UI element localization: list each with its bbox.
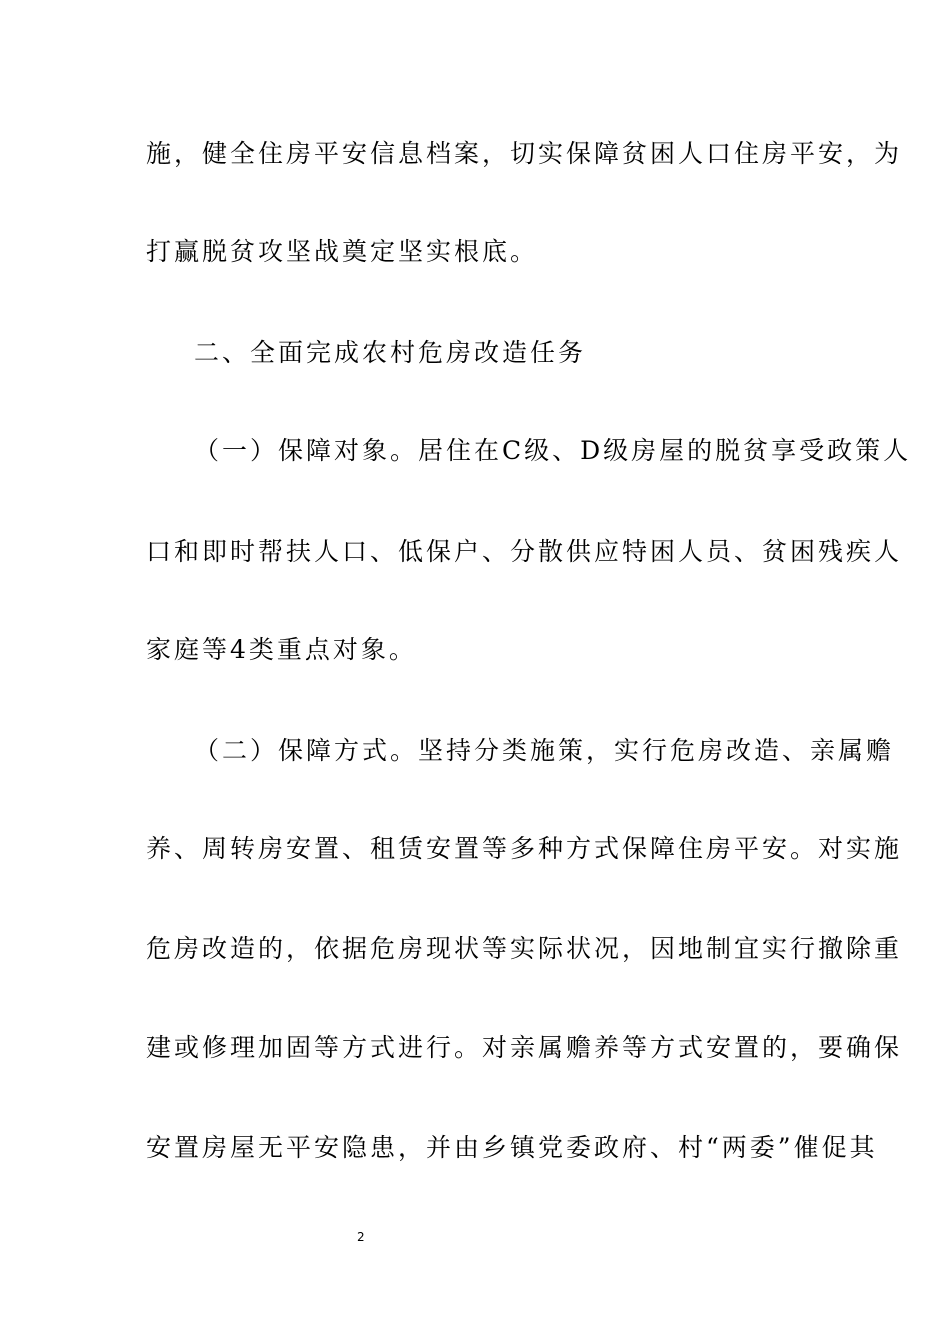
section-heading: 二、全面完成农村危房改造任务 [194,338,587,367]
page-number: 2 [357,1230,365,1244]
text-line-5: 口和即时帮扶人口、低保户、分散供应特困人员、贫困残疾人 [146,537,903,566]
text-line-4: （一）保障对象。居住在C级、D级房屋的脱贫享受政策人 [194,436,912,465]
text-line-9: 危房改造的，依据危房现状等实际状况，因地制宜实行撤除重 [146,934,903,963]
text-line-6: 家庭等4类重点对象。 [146,635,417,664]
text-line-2: 打赢脱贫攻坚战奠定坚实根底。 [146,237,539,266]
text-line-8: 养、周转房安置、租赁安置等多种方式保障住房平安。对实施 [146,834,903,863]
text-line-11: 安置房屋无平安隐患，并由乡镇党委政府、村“两委”催促其 [146,1133,878,1162]
text-line-10: 建或修理加固等方式进行。对亲属赡养等方式安置的，要确保 [146,1033,903,1062]
text-line-1: 施，健全住房平安信息档案，切实保障贫困人口住房平安，为 [146,139,903,168]
text-line-7: （二）保障方式。坚持分类施策，实行危房改造、亲属赡 [194,736,895,765]
